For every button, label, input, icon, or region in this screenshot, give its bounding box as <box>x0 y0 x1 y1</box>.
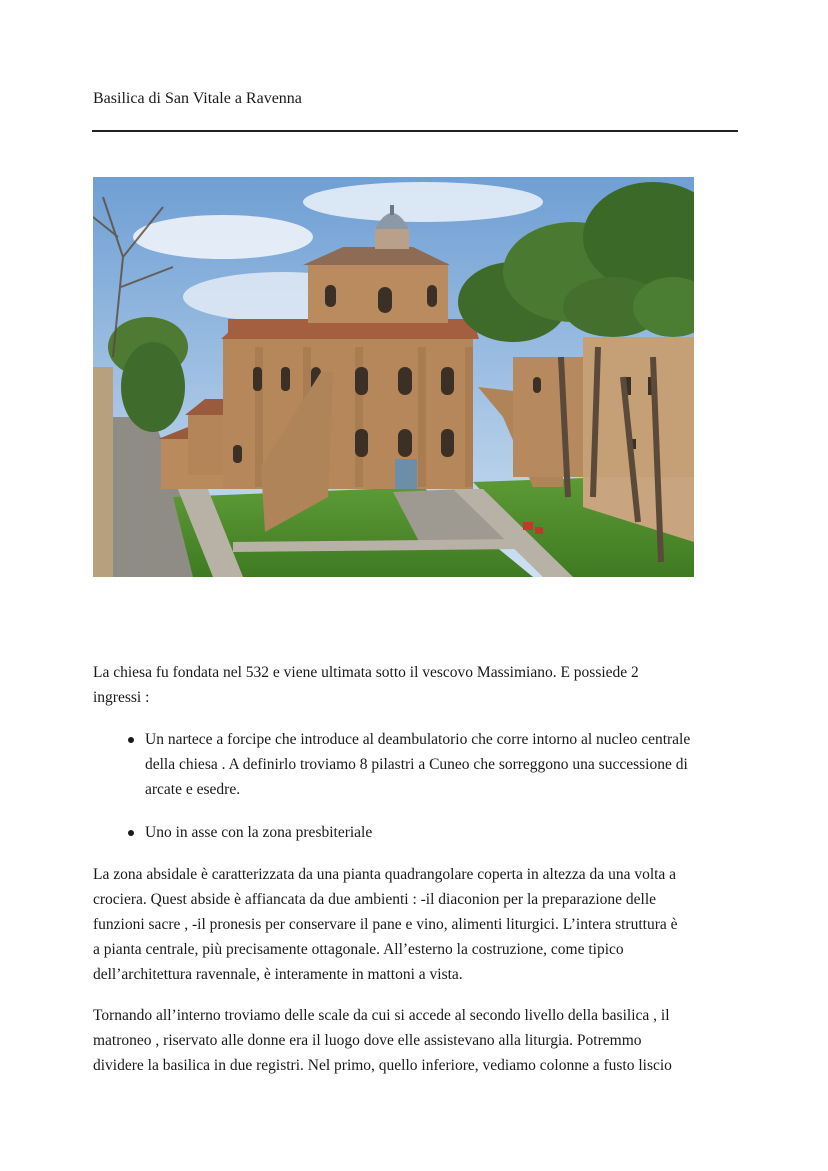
list-item-line: arcate e esedre. <box>145 781 241 798</box>
intro-line: ingressi : <box>93 689 150 706</box>
list-item-line: Uno in asse con la zona presbiteriale <box>145 824 373 841</box>
paragraph-line: dell’architettura ravennale, è interamente in mattoni a vista. <box>93 966 463 983</box>
paragraph-line: La zona absidale è caratterizzata da una pianta quadrangolare coperta in altezza da una volta a <box>93 866 677 883</box>
paragraph-line: funzioni sacre , -il pronesis per conservare il pane e vino, alimenti liturgici. L’intera struttura è <box>93 916 678 933</box>
document-title: Basilica di San Vitale a Ravenna <box>93 90 302 107</box>
intro-line: La chiesa fu fondata nel 532 e viene ultimata sotto il vescovo Massimiano. E possiede 2 <box>93 664 639 681</box>
paragraph-line: Tornando all’interno troviamo delle scale da cui si accede al secondo livello della basilica , il <box>93 1007 670 1024</box>
paragraph-line: dividere la basilica in due registri. Nel primo, quello inferiore, vediamo colonne a fusto liscio <box>93 1057 672 1074</box>
list-item-line: della chiesa . A definirlo troviamo 8 pilastri a Cuneo che sorreggono una successione di <box>145 756 688 773</box>
paragraph-line: a pianta centrale, più precisamente ottagonale. All’esterno la costruzione, come tipico <box>93 941 624 958</box>
paragraph-line: crociera. Quest abside è affiancata da due ambienti : -il diaconion per la preparazione delle <box>93 891 657 908</box>
header-divider <box>92 130 738 132</box>
entrance-list <box>93 727 738 845</box>
list-item-line: Un nartece a forcipe che introduce al deambulatorio che corre intorno al nucleo centrale <box>145 731 691 748</box>
paragraph-line: matroneo , riservato alle donne era il luogo dove elle assistevano alla liturgia. Potremmo <box>93 1032 642 1049</box>
apse-paragraph <box>93 862 738 987</box>
list-item <box>93 820 738 845</box>
intro-paragraph <box>93 660 733 710</box>
interior-paragraph <box>93 1003 738 1078</box>
list-item <box>93 727 738 802</box>
basilica-photo <box>93 177 694 577</box>
